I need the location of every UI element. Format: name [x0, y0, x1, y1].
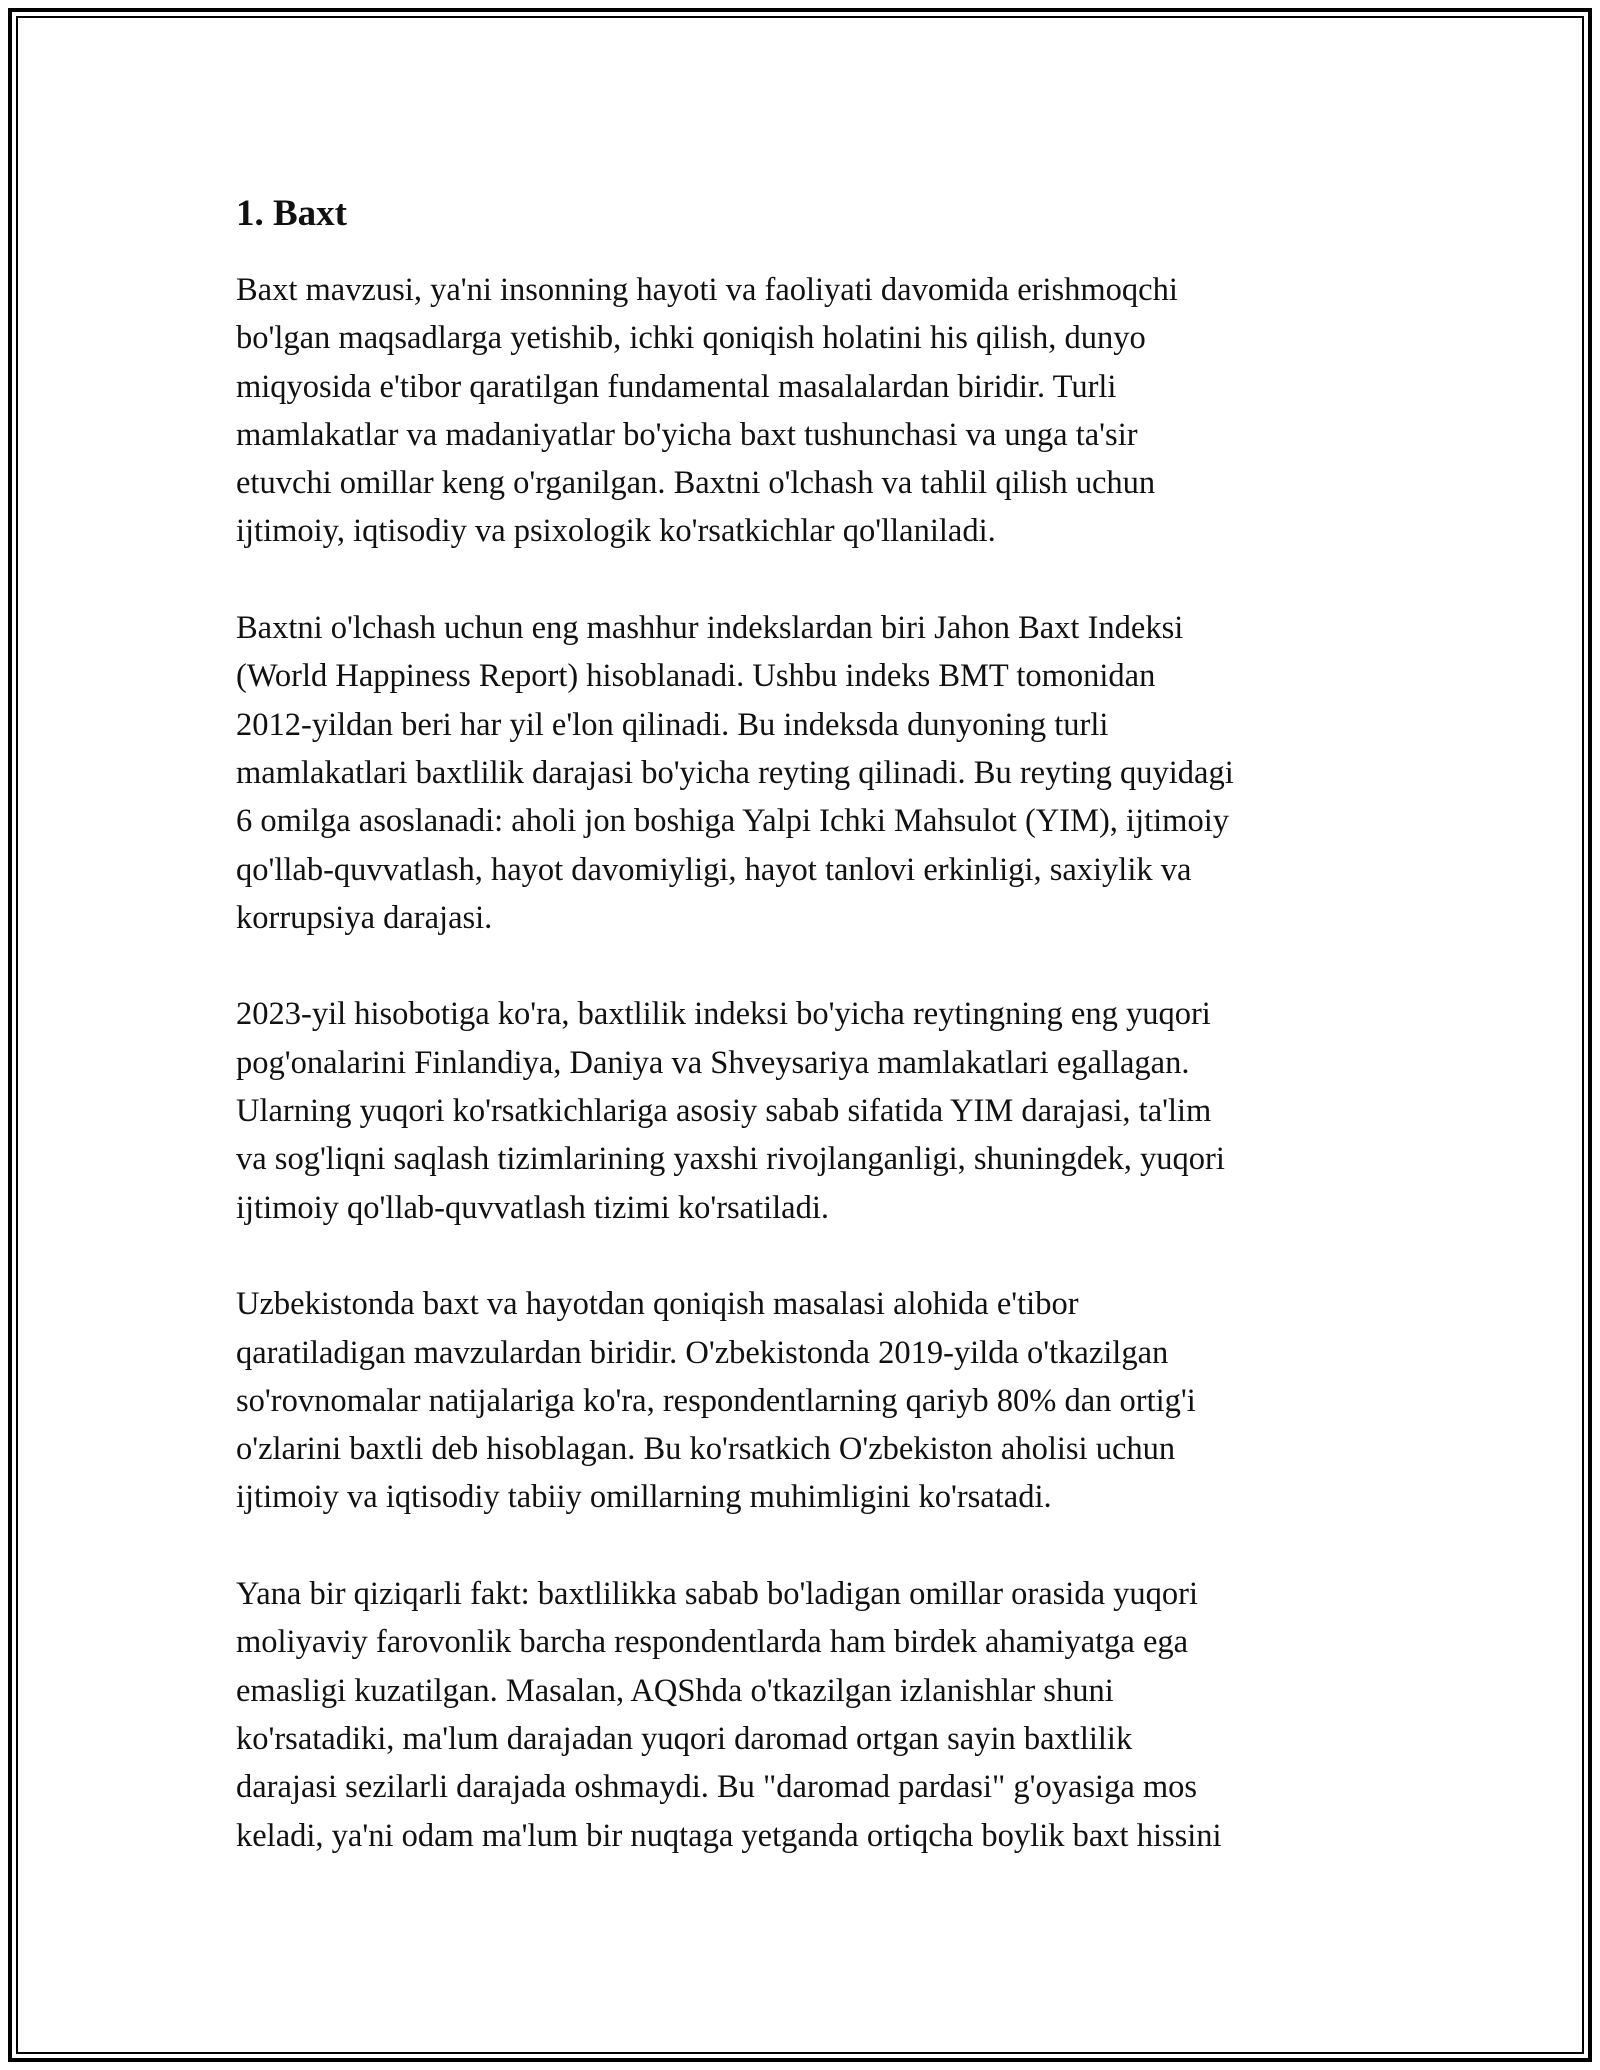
section-heading: 1. Baxt	[236, 193, 347, 234]
paragraph-income-fact: Yana bir qiziqarli fakt: baxtlilikka sabab bo'ladigan omillar orasida yuqori moliyaviy farovonlik barcha respondentlarda ham birdek ahamiyatga ega emasligi kuzatilgan. Masalan, AQShda o'tkazilgan izlanishlar shuni ko'rsatadiki, ma'lum darajadan yuqori daromad ortgan sayin baxtlilik darajasi sezilarli darajada oshmaydi. Bu "daromad pardasi" g'oyasiga mos keladi, ya'ni odam ma'lum bir nuqtaga yetganda ortiqcha boylik baxt hissini	[236, 1576, 1222, 1854]
paragraph-uzbekistan: Uzbekistonda baxt va hayotdan qoniqish masalasi alohida e'tibor qaratiladigan mavzulardan biridir. O'zbekistonda 2019-yilda o'tkazilgan so'rovnomalar natijalariga ko'ra, respondentlarning qariyb 80% dan ortig'i o'zlarini baxtli deb hisoblagan. Bu ko'rsatkich O'zbekiston aholisi uchun ijtimoiy va iqtisodiy tabiiy omillarning muhimligini ko'rsatadi.	[236, 1286, 1196, 1516]
paragraph-2023-ranking: 2023-yil hisobotiga ko'ra, baxtlilik indeksi bo'yicha reytingning eng yuqori pog'onalarini Finlandiya, Daniya va Shveysariya mamlakatlari egallagan. Ularning yuqori ko'rsatkichlariga asosiy sabab sifatida YIM darajasi, ta'lim va sog'liqni saqlash tizimlarining yaxshi rivojlanganligi, shuningdek, yuqori ijtimoiy qo'llab-quvvatlash tizimi ko'rsatiladi.	[236, 996, 1225, 1226]
document-body	[236, 186, 1376, 1860]
paragraph-intro: Baxt mavzusi, ya'ni insonning hayoti va faoliyati davomida erishmoqchi bo'lgan maqsadlarga yetishib, ichki qoniqish holatini his qilish, dunyo miqyosida e'tibor qaratilgan fundamental masalalardan biridir. Turli mamlakatlar va madaniyatlar bo'yicha baxt tushunchasi va unga ta'sir etuvchi omillar keng o'rganilgan. Baxtni o'lchash va tahlil qilish uchun ijtimoiy, iqtisodiy va psixologik ko'rsatkichlar qo'llaniladi.	[236, 272, 1178, 550]
paragraph-world-happiness-report: Baxtni o'lchash uchun eng mashhur indekslardan biri Jahon Baxt Indeksi (World Happiness Report) hisoblanadi. Ushbu indeks BMT tomonidan 2012-yildan beri har yil e'lon qilinadi. Bu indeksda dunyoning turli mamlakatlari baxtlilik darajasi bo'yicha reyting qilinadi. Bu reyting quyidagi 6 omilga asoslanadi: aholi jon boshiga Yalpi Ichki Mahsulot (YIM), ijtimoiy qo'llab-quvvatlash, hayot davomiyligi, hayot tanlovi erkinligi, saxiylik va korrupsiya darajasi.	[236, 610, 1234, 936]
